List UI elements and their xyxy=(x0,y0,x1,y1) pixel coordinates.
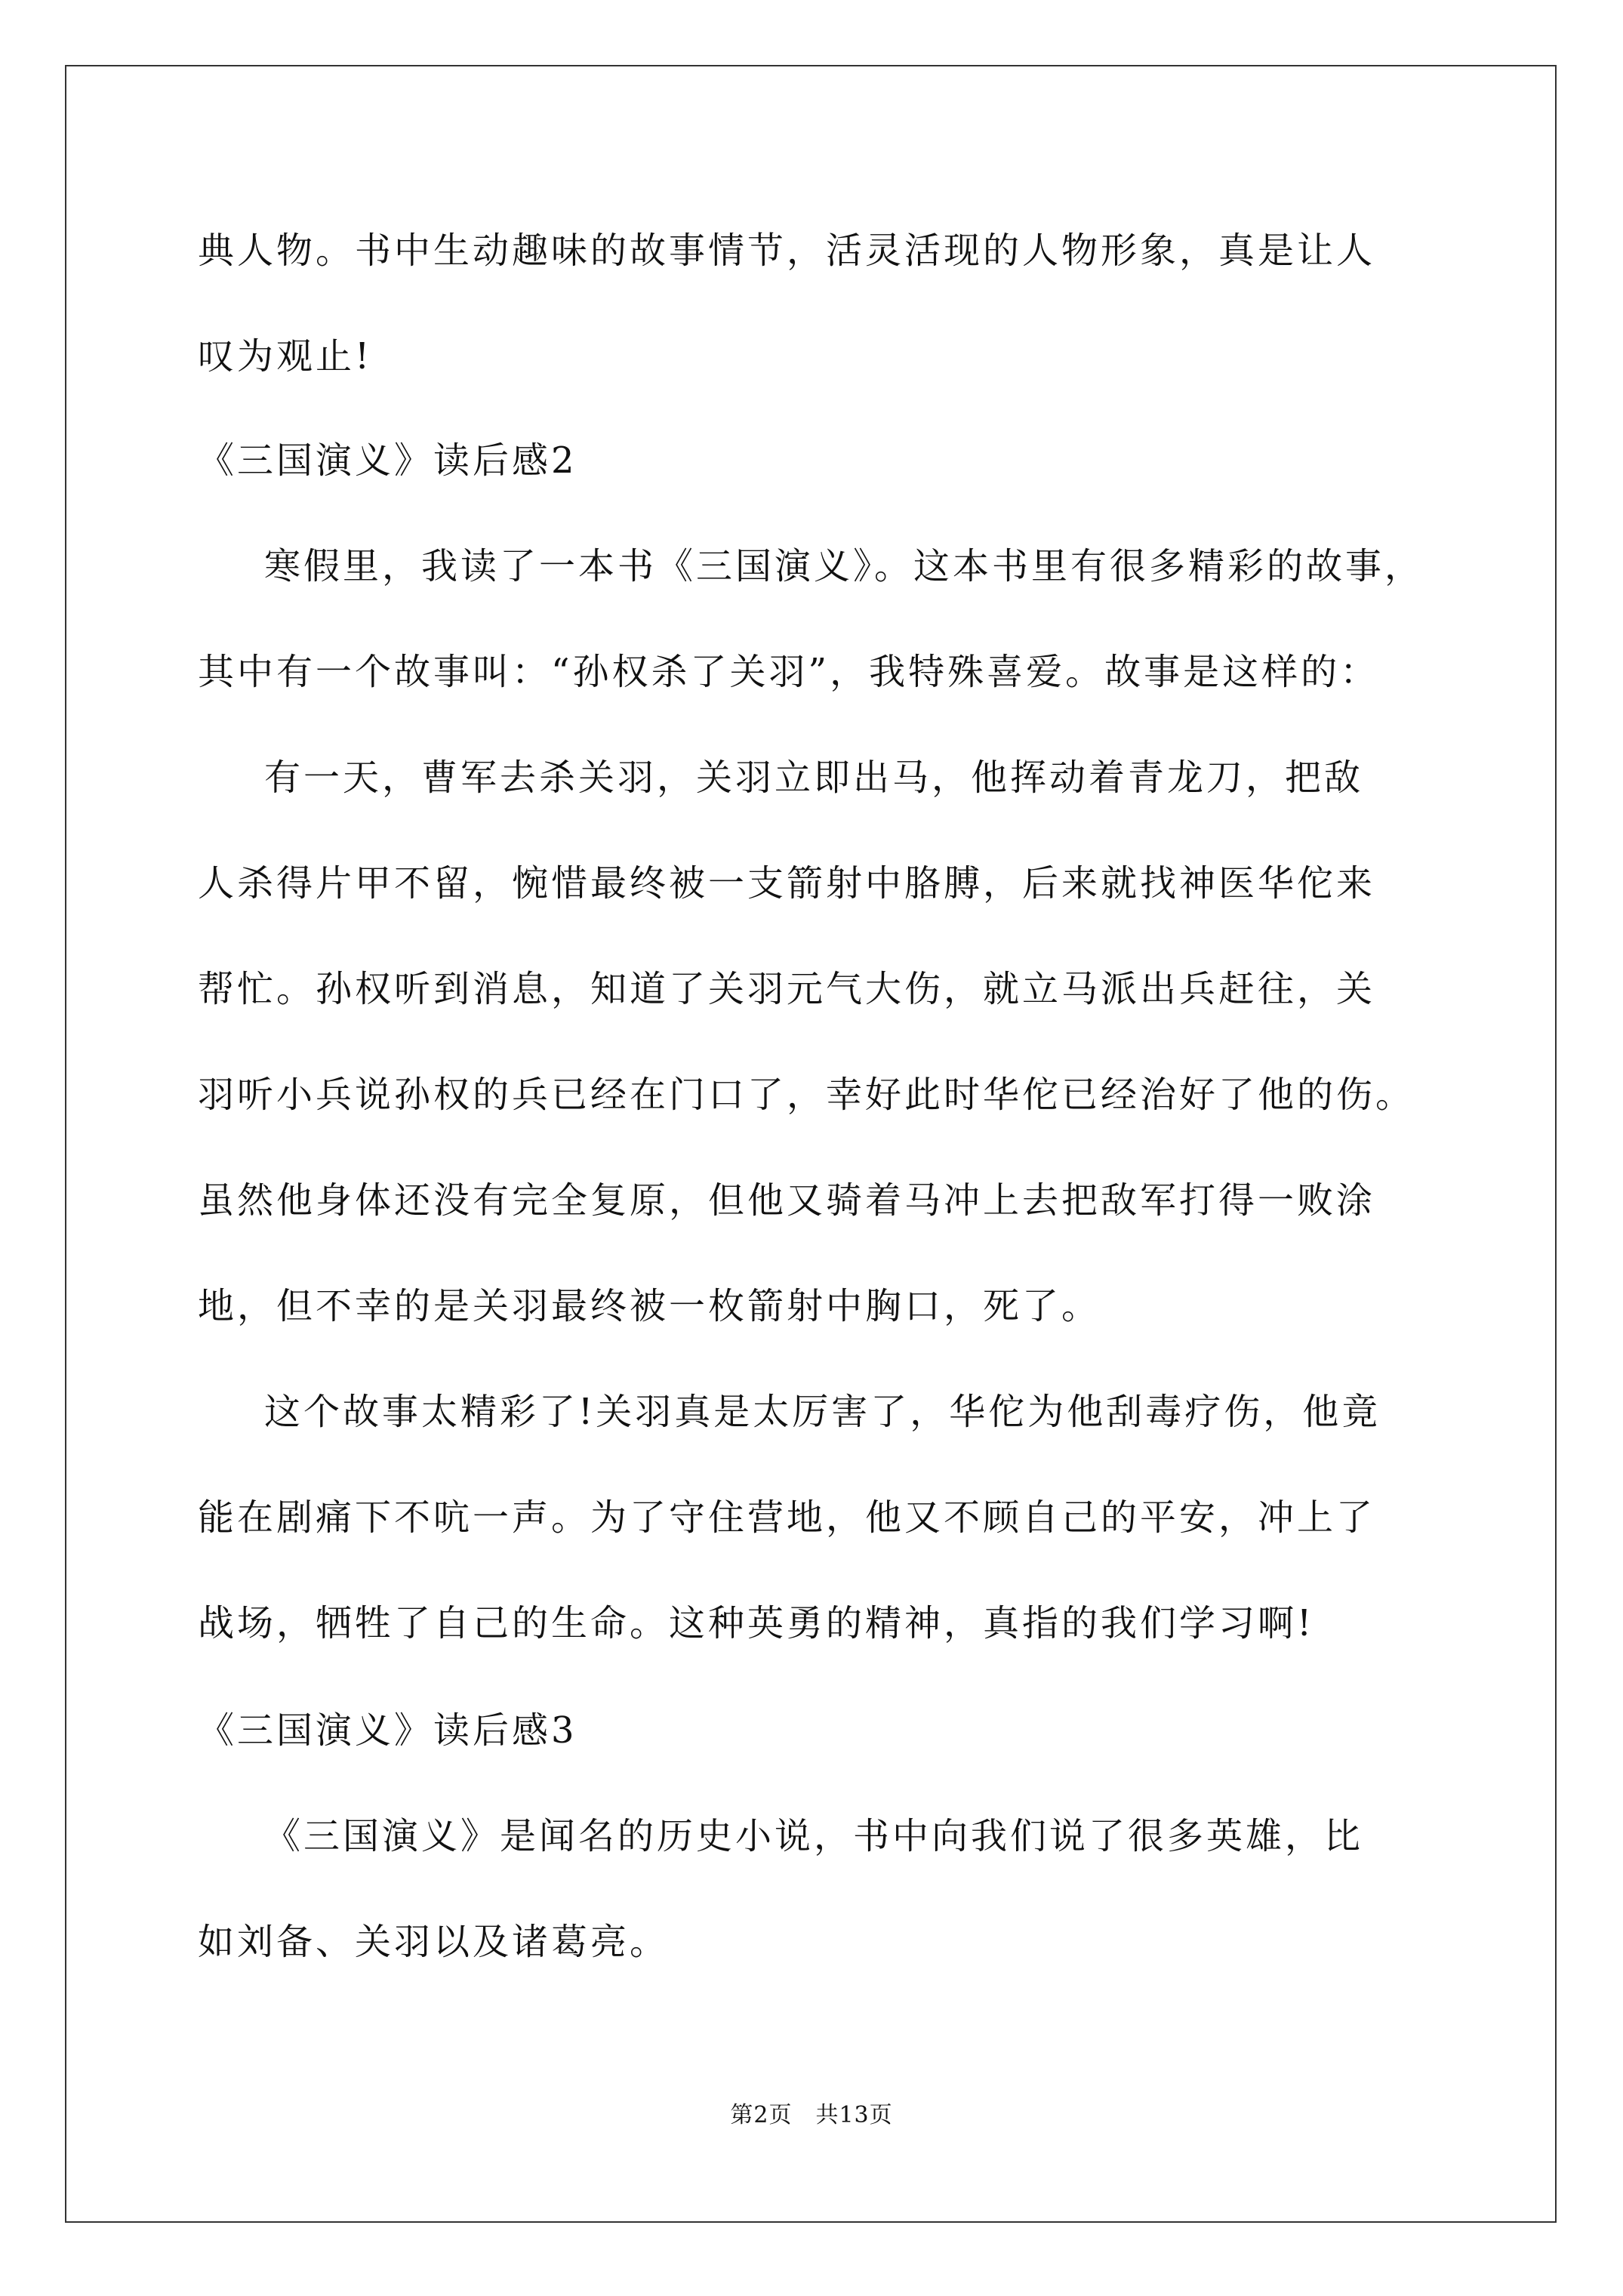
page-border xyxy=(65,65,1557,2223)
paragraph-line: 帮忙。孙权听到消息，知道了关羽元气大伤，就立马派出兵赶往，关 xyxy=(198,968,1376,1010)
paragraph-line: 战场，牺牲了自己的生命。这种英勇的精神，真指的我们学习啊! xyxy=(198,1602,1315,1644)
paragraph-line: 《三国演义》是闻名的历史小说，书中向我们说了很多英雄，比 xyxy=(264,1815,1364,1857)
paragraph-line: 地，但不幸的是关羽最终被一枚箭射中胸口，死了。 xyxy=(198,1285,1101,1327)
paragraph-line: 有一天，曹军去杀关羽，关羽立即出马，他挥动着青龙刀，把敌 xyxy=(264,757,1364,799)
paragraph-line: 这个故事太精彩了!关羽真是太厉害了，华佗为他刮毒疗伤，他竟 xyxy=(264,1391,1381,1433)
paragraph-line: 虽然他身体还没有完全复原，但他又骑着马冲上去把敌军打得一败涂 xyxy=(198,1179,1376,1222)
section-heading: 《三国演义》读后感3 xyxy=(198,1709,577,1752)
paragraph-line: 能在剧痛下不吭一声。为了守住营地，他又不顾自己的平安，冲上了 xyxy=(198,1496,1376,1539)
paragraph-line: 典人物。书中生动趣味的故事情节，活灵活现的人物形象，真是让人 xyxy=(198,230,1376,272)
section-heading: 《三国演义》读后感2 xyxy=(198,439,577,482)
paragraph-line: 如刘备、关羽以及诸葛亮。 xyxy=(198,1921,670,1963)
paragraph-line: 羽听小兵说孙权的兵已经在门口了，幸好此时华佗已经治好了他的伤。 xyxy=(198,1074,1415,1116)
paragraph-line: 其中有一个故事叫：“孙权杀了关羽”，我特殊喜爱。故事是这样的： xyxy=(198,651,1380,693)
paragraph-line: 叹为观止! xyxy=(198,335,373,378)
page-number-footer: 第2页 共13页 xyxy=(730,2102,893,2128)
paragraph-line: 人杀得片甲不留，惋惜最终被一支箭射中胳膊，后来就找神医华佗来 xyxy=(198,862,1376,905)
paragraph-line: 寒假里，我读了一本书《三国演义》。这本书里有很多精彩的故事， xyxy=(264,545,1424,587)
